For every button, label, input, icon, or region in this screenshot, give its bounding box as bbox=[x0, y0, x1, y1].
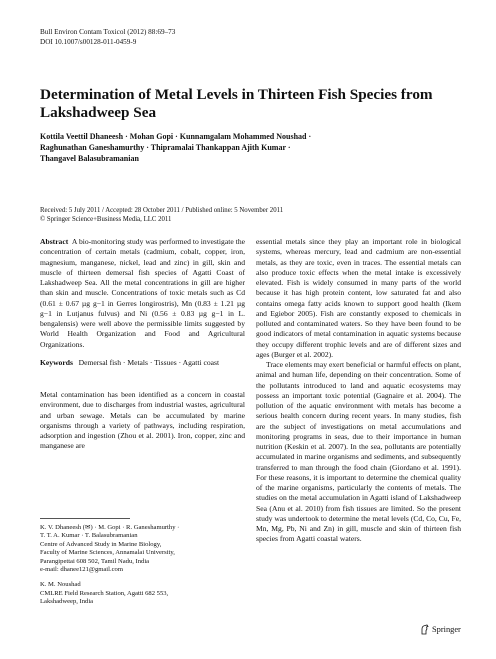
affiliation-line: Faculty of Marine Sciences, Annamalai University, bbox=[40, 549, 175, 557]
affiliation-line: T. T. A. Kumar · T. Balasubramanian bbox=[40, 532, 138, 540]
affiliation-line: Lakshadweep, India bbox=[40, 598, 94, 606]
author-line: Raghunathan Ganeshamurthy · Thipramalai Thankappan Ajith Kumar · bbox=[40, 143, 291, 152]
intro-paragraph: Metal contamination has been identified as a concern in coastal environment, due to discharges from industrial wastes, agricultural and urban sewage. Metals can be accumulated by marine organisms through a variety of pathways, including respiration, adsorption and ingestion (Zhou et al. 2001). Iron, copper, zinc and manganese are bbox=[40, 390, 245, 451]
footnote-rule bbox=[40, 518, 130, 519]
springer-horse-icon bbox=[420, 624, 430, 635]
abstract-text: A bio-monitoring study was performed to investigate the concentration of certain metals (cadmium, cobalt, copper, iron, magnesium, manganese, nickel, lead and zinc) in gill, skin and muscle of thirteen demersal fish species of Agatti Coast of Lakshadweep Sea. All the metal concentrations in gill are higher than skin and muscle. Concentrations of toxic metals such as Cd (0.61 ± 0.67 µg g−1 in Gerres longirostris), Mn (0.83 ± 1.21 µg g−1 in Lutjanus fulvus) and Ni (0.56 ± 0.83 µg g−1 in L. bengalensis) were well above the permissible limits suggested by World Health Organization and Food and Agricultural Organizations. bbox=[40, 237, 245, 349]
email[interactable]: e-mail: dhanee121@gmail.com bbox=[40, 566, 123, 574]
article-title: Determination of Metal Levels in Thirteen Fish Species from Lakshadweep Sea bbox=[40, 86, 433, 121]
author-list bbox=[40, 131, 460, 164]
journal-header bbox=[40, 27, 175, 47]
body-paragraph-2: Trace elements may exert beneficial or harmful effects on plant, animal and human life, depending on their concentration. Some of the pollutants introduced to land and aquatic ecosystems may possess an important toxic potential (Gagnaire et al. 2004). The pollution of the aquatic environment with metals has become a serious health concern during recent years. In many studies, fish are the subject of investigations on metal accumulations and monitoring programs in seas, due to their importance in human nutrition (Keskin et al. 2007). In the sea, pollutants are potentially accumulated in marine organisms and sediments, and subsequently transferred to man through the food chain (Giordano et al. 1991). For these reasons, it is important to determine the chemical quality of the marine organisms, particularly the contents of metals. The studies on the metal accumulation in Agatti island of Lakshadweep Sea (Anu et al. 2010) from fish tissues are limited. So the present study was undertook to determine the metal levels (Cd, Co, Cu, Fe, Mn, Mg, Pb, Ni and Zn) in gill, muscle and skin of thirteen fish species from Agatti coastal waters. bbox=[256, 360, 461, 544]
affiliation-line: CMLRE Field Research Station, Agatti 682 553, bbox=[40, 589, 169, 597]
affiliation-line: K. M. Noushad bbox=[40, 581, 81, 589]
journal-citation: Bull Environ Contam Toxicol (2012) 88:69–73 bbox=[40, 28, 176, 36]
affiliations bbox=[40, 524, 250, 607]
affiliation-line: Centre of Advanced Study in Marine Biology, bbox=[40, 540, 162, 548]
keywords-text: Demersal fish · Metals · Tissues · Agatti coast bbox=[78, 357, 220, 367]
affiliation-line: K. V. Dhaneesh (✉) · M. Gopi · R. Ganeshamurthy · bbox=[40, 524, 180, 531]
keywords-label: Keywords bbox=[40, 357, 73, 367]
publication-dates bbox=[40, 206, 460, 224]
left-column bbox=[40, 237, 245, 452]
abstract-label: Abstract bbox=[40, 237, 69, 246]
received-accepted-published: Received: 5 July 2011 / Accepted: 28 October 2011 / Published online: 5 November 2011 bbox=[40, 207, 284, 214]
abstract bbox=[40, 237, 245, 350]
keywords bbox=[40, 358, 245, 368]
publisher-logo bbox=[420, 624, 461, 635]
copyright: © Springer Science+Business Media, LLC 2011 bbox=[40, 216, 172, 223]
affiliation-line: Parangipettai 608 502, Tamil Nadu, India bbox=[40, 557, 150, 565]
right-column bbox=[256, 237, 461, 545]
author-line: Thangavel Balasubramanian bbox=[40, 154, 139, 163]
publisher-name: Springer bbox=[432, 625, 461, 634]
doi: DOI 10.1007/s00128-011-0459-9 bbox=[40, 38, 137, 46]
author-line: Kottila Veettil Dhaneesh · Mohan Gopi · Kunnamgalam Mohammed Noushad · bbox=[40, 132, 312, 141]
body-paragraph-1: essential metals since they play an important role in biological systems, whereas mercury, lead and cadmium are non-essential metals, as they are toxic, even in traces. The essential metals can also produce toxic effects when the metal intake is excessively elevated. Fish is widely consumed in many parts of the world because it has high protein content, low saturated fat and also contains omega fatty acids known to support good health (Ikem and Egiebor 2005). Fish are constantly exposed to chemicals in polluted and contaminated waters. So they have been found to be good indicators of metal contamination in aquatic systems because they occupy different trophic levels and are of different sizes and ages (Burger et al. 2002). bbox=[256, 237, 461, 359]
